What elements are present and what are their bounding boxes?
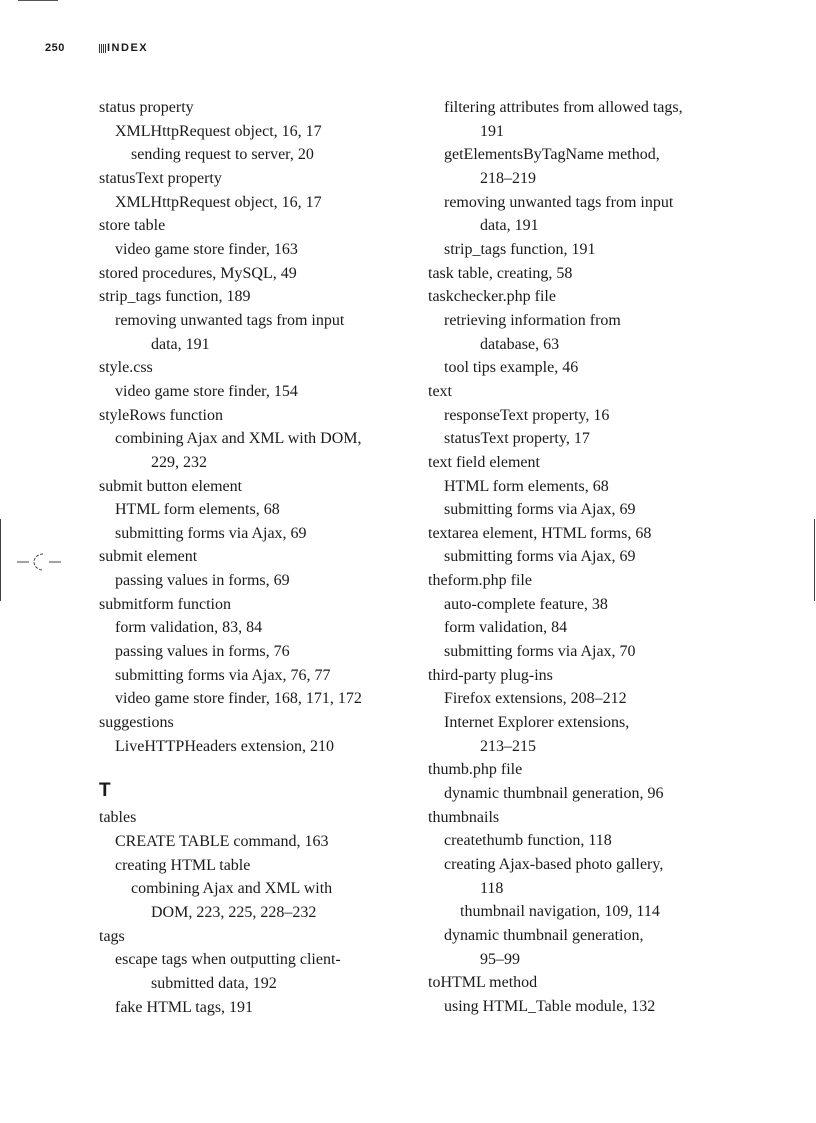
index-entry: strip_tags function, 189: [99, 288, 251, 306]
index-entry: stored procedures, MySQL, 49: [99, 264, 297, 282]
index-entry: 95–99: [480, 950, 520, 968]
index-entry: passing values in forms, 69: [115, 572, 290, 590]
index-entry: filtering attributes from allowed tags,: [444, 99, 683, 116]
index-entry: video game store finder, 154: [115, 382, 298, 400]
index-entry: data, 191: [151, 335, 210, 353]
index-list-t-continued: [428, 96, 728, 1019]
index-entry: submitted data, 192: [151, 974, 277, 992]
index-entry: createthumb function, 118: [444, 832, 612, 850]
index-entry: third-party plug-ins: [428, 666, 553, 684]
index-entry: strip_tags function, 191: [444, 240, 596, 258]
index-entry: video game store finder, 168, 171, 172: [115, 690, 362, 708]
index-entry: auto-complete feature, 38: [444, 595, 608, 613]
section-letter-heading: T: [99, 780, 111, 802]
index-entry: LiveHTTPHeaders extension, 210: [115, 737, 335, 755]
index-column-left: [99, 96, 399, 1019]
index-entry: HTML form elements, 68: [444, 477, 609, 495]
index-entry: 118: [480, 879, 504, 897]
index-entry: thumbnails: [428, 808, 500, 826]
index-entry: store table: [99, 217, 166, 235]
index-entry: removing unwanted tags from input: [115, 311, 345, 329]
index-entry: Internet Explorer extensions,: [444, 714, 630, 732]
index-entry: tags: [99, 927, 125, 945]
index-entry: thumbnail navigation, 109, 114: [460, 903, 660, 921]
index-entry: theform.php file: [428, 572, 532, 590]
crop-rule-left: [0, 519, 1, 601]
index-entry: removing unwanted tags from input: [444, 193, 674, 211]
index-entry: combining Ajax and XML with DOM,: [115, 430, 362, 448]
index-entry: sending request to server, 20: [131, 146, 314, 164]
index-entry: DOM, 223, 225, 228–232: [151, 904, 317, 921]
page-number: 250: [45, 42, 65, 54]
index-entry: form validation, 83, 84: [115, 619, 263, 637]
index-entry: 218–219: [480, 169, 536, 187]
index-entry: tables: [99, 809, 137, 827]
index-entry: XMLHttpRequest object, 16, 17: [115, 122, 322, 140]
index-entry: thumb.php file: [428, 761, 523, 779]
index-entry: tool tips example, 46: [444, 359, 579, 377]
index-entry: styleRows function: [99, 406, 223, 424]
section-title: INDEX: [107, 42, 149, 54]
index-list-s: [99, 96, 399, 758]
header-bar-icon: [99, 44, 106, 53]
index-entry: video game store finder, 163: [115, 240, 298, 258]
index-entry: getElementsByTagName method,: [444, 146, 660, 164]
index-entry: CREATE TABLE command, 163: [115, 833, 329, 851]
index-entry: text field element: [428, 453, 540, 471]
index-entry: submitting forms via Ajax, 69: [444, 501, 636, 519]
index-entry: responseText property, 16: [444, 406, 610, 424]
index-entry: creating Ajax-based photo gallery,: [444, 856, 664, 873]
index-entry: textarea element, HTML forms, 68: [428, 524, 652, 542]
index-entry: data, 191: [480, 217, 539, 235]
index-entry: status property: [99, 99, 194, 116]
index-entry: toHTML method: [428, 974, 538, 992]
index-entry: creating HTML table: [115, 856, 251, 874]
index-entry: style.css: [99, 359, 153, 377]
crop-rule-right: [814, 519, 815, 601]
index-entry: escape tags when outputting client-: [115, 951, 341, 969]
index-entry: XMLHttpRequest object, 16, 17: [115, 193, 322, 211]
index-entry: statusText property, 17: [444, 430, 590, 448]
index-entry: combining Ajax and XML with: [131, 880, 333, 898]
registration-mark-icon: [17, 551, 61, 573]
index-entry: statusText property: [99, 169, 222, 187]
index-entry: suggestions: [99, 714, 174, 732]
index-entry: 229, 232: [151, 453, 207, 471]
index-entry: submitting forms via Ajax, 76, 77: [115, 666, 331, 684]
index-entry: fake HTML tags, 191: [115, 998, 254, 1016]
index-entry: submit button element: [99, 477, 243, 495]
index-entry: passing values in forms, 76: [115, 643, 290, 661]
index-entry: submitting forms via Ajax, 69: [444, 548, 636, 566]
index-entry: submitting forms via Ajax, 70: [444, 643, 636, 661]
index-column-right: [428, 96, 728, 1019]
index-entry: taskchecker.php file: [428, 288, 556, 306]
index-entry: 191: [480, 122, 504, 140]
index-entry: Firefox extensions, 208–212: [444, 690, 627, 708]
index-entry: retrieving information from: [444, 311, 621, 329]
index-entry: text: [428, 382, 452, 400]
index-entry: using HTML_Table module, 132: [444, 997, 656, 1015]
index-list-t: [99, 806, 399, 1019]
index-entry: dynamic thumbnail generation,: [444, 926, 644, 944]
index-entry: database, 63: [480, 335, 560, 353]
index-entry: 213–215: [480, 737, 536, 755]
index-entry: task table, creating, 58: [428, 264, 573, 282]
index-entry: HTML form elements, 68: [115, 501, 280, 519]
index-entry: form validation, 84: [444, 619, 568, 637]
index-entry: submitform function: [99, 595, 231, 613]
index-entry: submit element: [99, 548, 198, 566]
index-entry: dynamic thumbnail generation, 96: [444, 785, 664, 803]
index-entry: submitting forms via Ajax, 69: [115, 524, 307, 542]
crop-mark-top: [18, 0, 58, 1]
